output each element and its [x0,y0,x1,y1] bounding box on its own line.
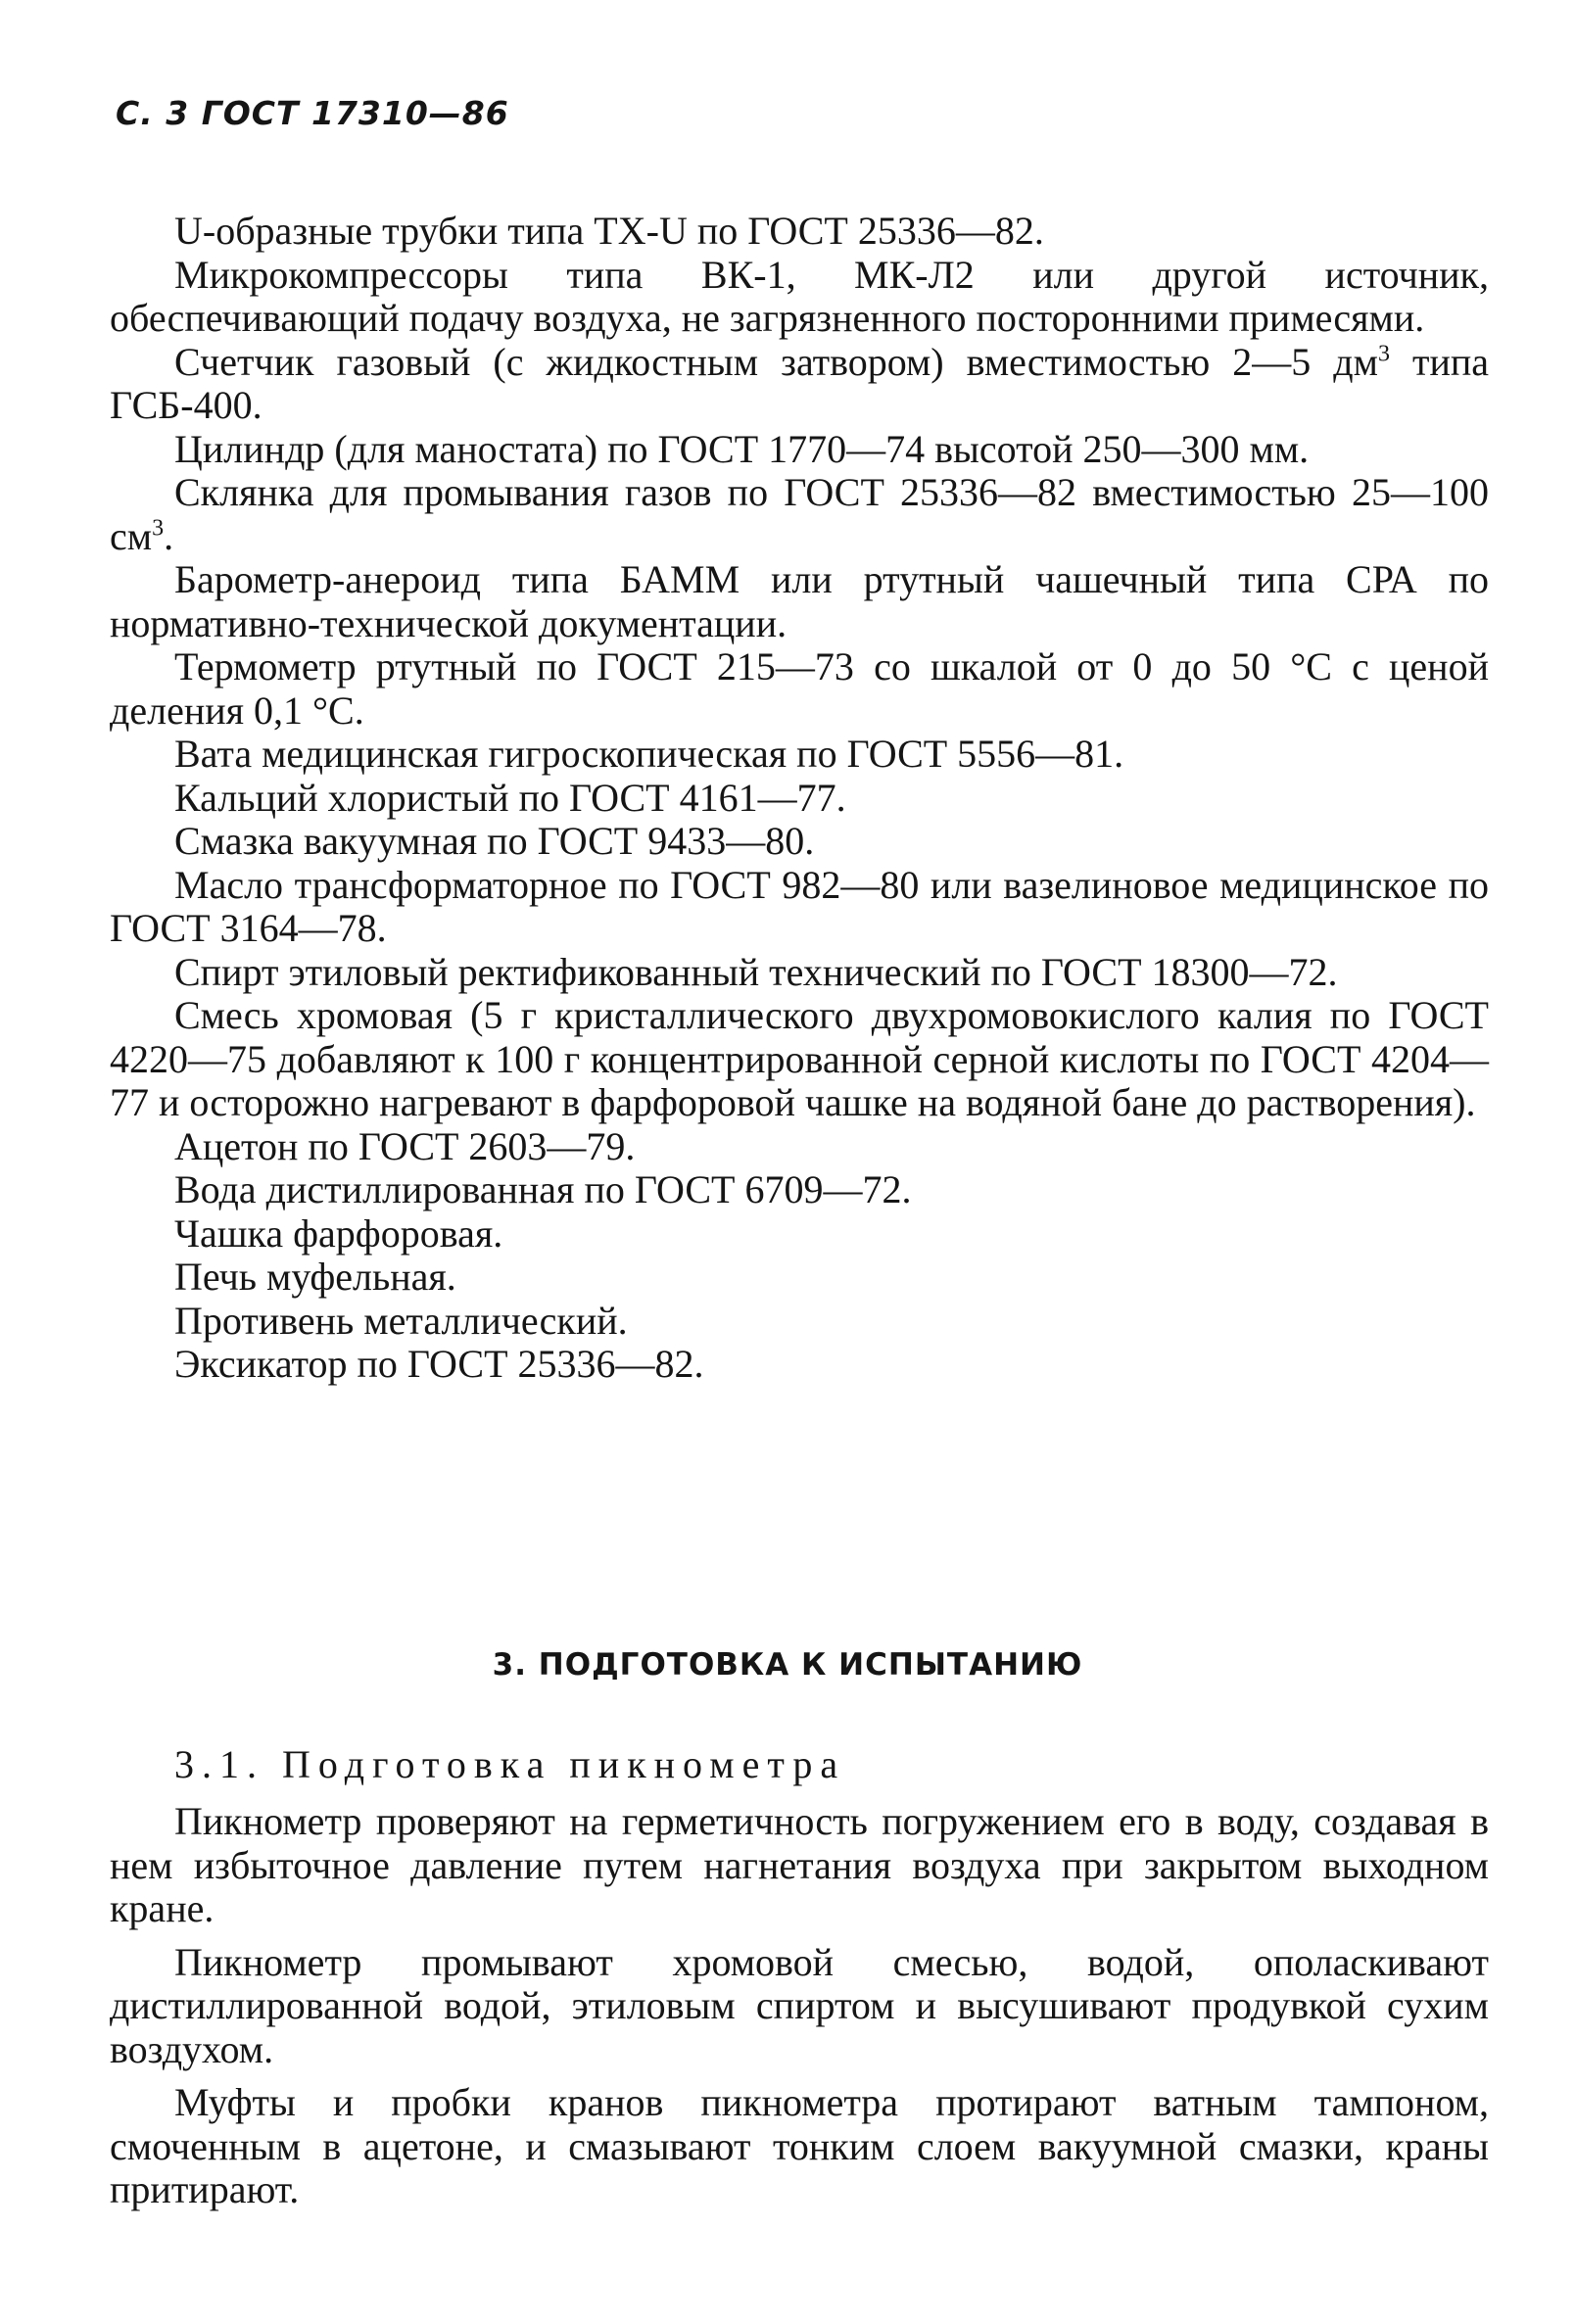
body-paragraph: Муфты и пробки кранов пикнометра протирают ватным тампоном, смоченным в ацетоне, и смазывают тонким слоем вакуумной смазки, краны притирают. [110,2080,1489,2211]
equipment-item: Ацетон по ГОСТ 2603—79. [174,1123,636,1168]
equipment-item: Склянка для промывания газов по ГОСТ 25336—82 вместимостью 25—100 $см^3$. [110,470,1489,558]
equipment-item: Барометр-анероид типа БАММ или ртутный чашечный типа СРА по нормативно-технической документации. [110,557,1489,645]
equipment-item: Эксикатор по ГОСТ 25336—82. [174,1342,704,1386]
running-header: С. 3 ГОСТ 17310—86 [116,94,509,132]
equipment-item: Смесь хромовая (5 г кристаллического двухромовокислого калия по ГОСТ 4220—75 добавляют к 100 г концентрированной серной кислоты по ГОСТ 4204—77 и осторожно нагревают в фарфоровой чашке на водяной бане до растворения). [110,993,1489,1124]
equipment-item: U-образные трубки типа ТХ-U по ГОСТ 25336—82. [174,209,1044,253]
equipment-item: Вода дистиллированная по ГОСТ 6709—72. [174,1167,912,1211]
section-body [110,1800,1489,2222]
equipment-list [110,210,1489,1387]
equipment-item: Масло трансформаторное по ГОСТ 982—80 или вазелиновое медицинское по ГОСТ 3164—78. [110,862,1489,950]
equipment-item: Цилиндр (для маностата) по ГОСТ 1770—74 высотой 250—300 мм. [174,426,1310,471]
subsection-heading: 3.1. Подготовка пикнометра [174,1742,846,1786]
equipment-item: Счетчик газовый (с жидкостным затвором) вместимостью 2—5 $дм^3$ типа ГСБ-400. [110,339,1490,427]
section-heading: 3. ПОДГОТОВКА К ИСПЫТАНИЮ [492,1647,1083,1683]
equipment-item: Спирт этиловый ректификованный технический по ГОСТ 18300—72. [174,949,1338,994]
body-paragraph: Пикнометр промывают хромовой смесью, водой, ополаскивают дистиллированной водой, этиловым спиртом и высушивают продувкой сухим воздухом. [110,1939,1489,2071]
equipment-item: Кальций хлористый по ГОСТ 4161—77. [174,775,846,820]
equipment-item: Смазка вакуумная по ГОСТ 9433—80. [174,819,815,863]
equipment-item: Вата медицинская гигроскопическая по ГОСТ 5556—81. [174,732,1124,776]
equipment-item: Термометр ртутный по ГОСТ 215—73 со шкалой от 0 до 50 °С с ценой деления 0,1 °С. [110,644,1489,733]
equipment-item: Микрокомпрессоры типа ВК-1, МК-Л2 или другой источник, обеспечивающий подачу воздуха, не загрязненного посторонними примесями. [110,252,1489,340]
equipment-item: Противень металлический. [174,1298,628,1343]
body-paragraph: Пикнометр проверяют на герметичность погружением его в воду, создавая в нем избыточное давление путем нагнетания воздуха при закрытом выходном кране. [110,1799,1489,1930]
equipment-item: Чашка фарфоровая. [174,1210,503,1256]
equipment-item: Печь муфельная. [174,1255,456,1299]
